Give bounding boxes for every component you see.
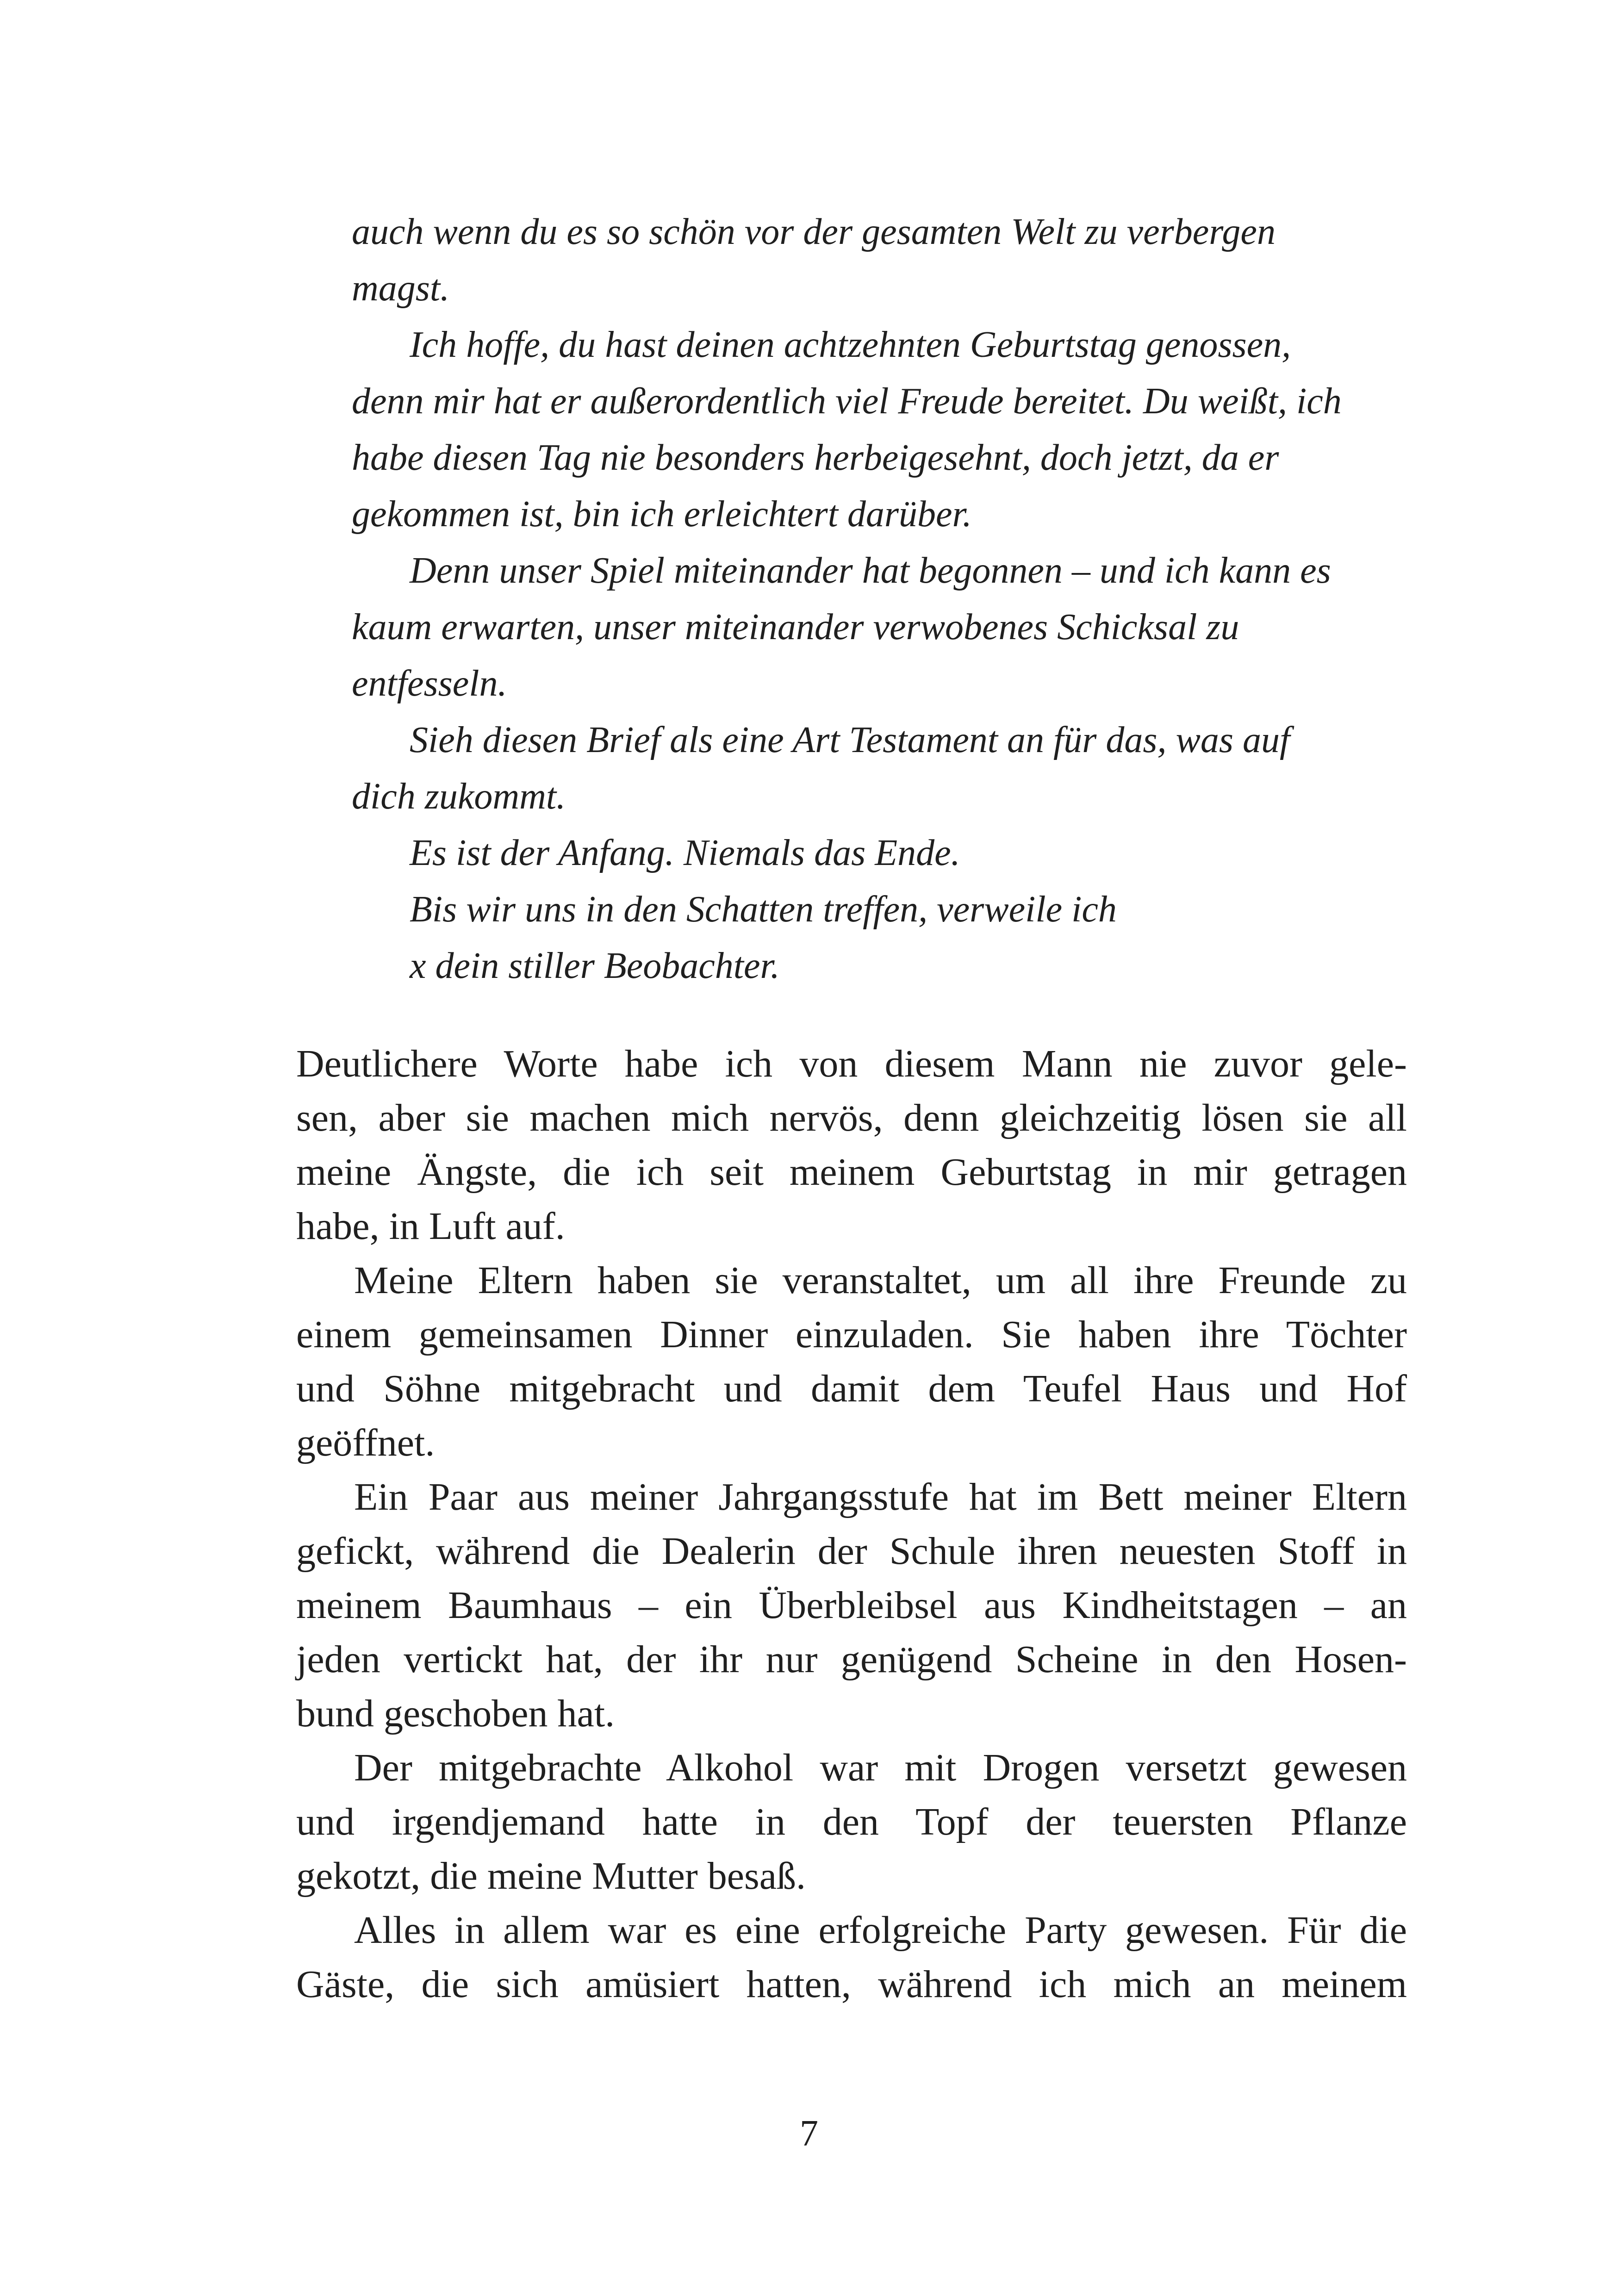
prose-line: meinem Baumhaus – ein Überbleibsel aus Kindheitstagen – an xyxy=(296,1584,1407,1627)
prose-line: jeden vertickt hat, der ihr nur genügend Scheine in den Hosen- xyxy=(296,1638,1407,1681)
letter-line: kaum erwarten, unser miteinander verwobenes Schicksal zu xyxy=(352,607,1239,647)
prose-line: bund geschoben hat. xyxy=(296,1692,615,1735)
letter-line: Ich hoffe, du hast deinen achtzehnten Geburtstag genossen, xyxy=(410,324,1291,365)
prose-line: Alles in allem war es eine erfolgreiche Party gewesen. Für die xyxy=(354,1909,1407,1952)
letter-line: gekommen ist, bin ich erleichtert darüber. xyxy=(352,494,972,535)
prose-line: Gäste, die sich amüsiert hatten, während ich mich an meinem xyxy=(296,1963,1407,2006)
body-text xyxy=(296,1037,1407,2011)
letter-line: magst. xyxy=(352,268,450,309)
prose-line: einem gemeinsamen Dinner einzuladen. Sie haben ihre Töchter xyxy=(296,1313,1407,1356)
prose-line: habe, in Luft auf. xyxy=(296,1205,565,1248)
letter-line: auch wenn du es so schön vor der gesamten Welt zu verbergen xyxy=(352,212,1276,252)
prose-line: Ein Paar aus meiner Jahrgangsstufe hat im Bett meiner Eltern xyxy=(354,1475,1407,1518)
letter-signature: x dein stiller Beobachter. xyxy=(410,946,780,986)
letter-line: denn mir hat er außerordentlich viel Freude bereitet. Du weißt, ich xyxy=(352,381,1342,422)
prose-line: gefickt, während die Dealerin der Schule ihren neuesten Stoff in xyxy=(296,1530,1407,1573)
prose-line: meine Ängste, die ich seit meinem Geburtstag in mir getragen xyxy=(296,1151,1407,1194)
letter-line: habe diesen Tag nie besonders herbeigesehnt, doch jetzt, da er xyxy=(352,437,1279,478)
prose-line: gekotzt, die meine Mutter besaß. xyxy=(296,1854,806,1898)
letter-line: Denn unser Spiel miteinander hat begonnen – und ich kann es xyxy=(410,550,1331,591)
prose-line: sen, aber sie machen mich nervös, denn gleichzeitig lösen sie all xyxy=(296,1096,1407,1139)
italic-letter-block xyxy=(352,204,1342,994)
prose-line: geöffnet. xyxy=(296,1421,435,1464)
letter-line: Sieh diesen Brief als eine Art Testament an für das, was auf xyxy=(410,720,1290,760)
letter-line: Bis wir uns in den Schatten treffen, verweile ich xyxy=(410,889,1117,930)
prose-line: Meine Eltern haben sie veranstaltet, um all ihre Freunde zu xyxy=(354,1259,1407,1302)
page-number: 7 xyxy=(800,2113,818,2154)
letter-line: entfesseln. xyxy=(352,663,507,704)
letter-line: Es ist der Anfang. Niemals das Ende. xyxy=(410,833,960,873)
prose-line: Der mitgebrachte Alkohol war mit Drogen versetzt gewesen xyxy=(354,1746,1407,1789)
letter-line: dich zukommt. xyxy=(352,776,566,817)
prose-line: Deutlichere Worte habe ich von diesem Mann nie zuvor gele- xyxy=(296,1042,1407,1085)
prose-line: und irgendjemand hatte in den Topf der teuersten Pflanze xyxy=(296,1800,1407,1843)
prose-line: und Söhne mitgebracht und damit dem Teufel Haus und Hof xyxy=(296,1367,1407,1410)
